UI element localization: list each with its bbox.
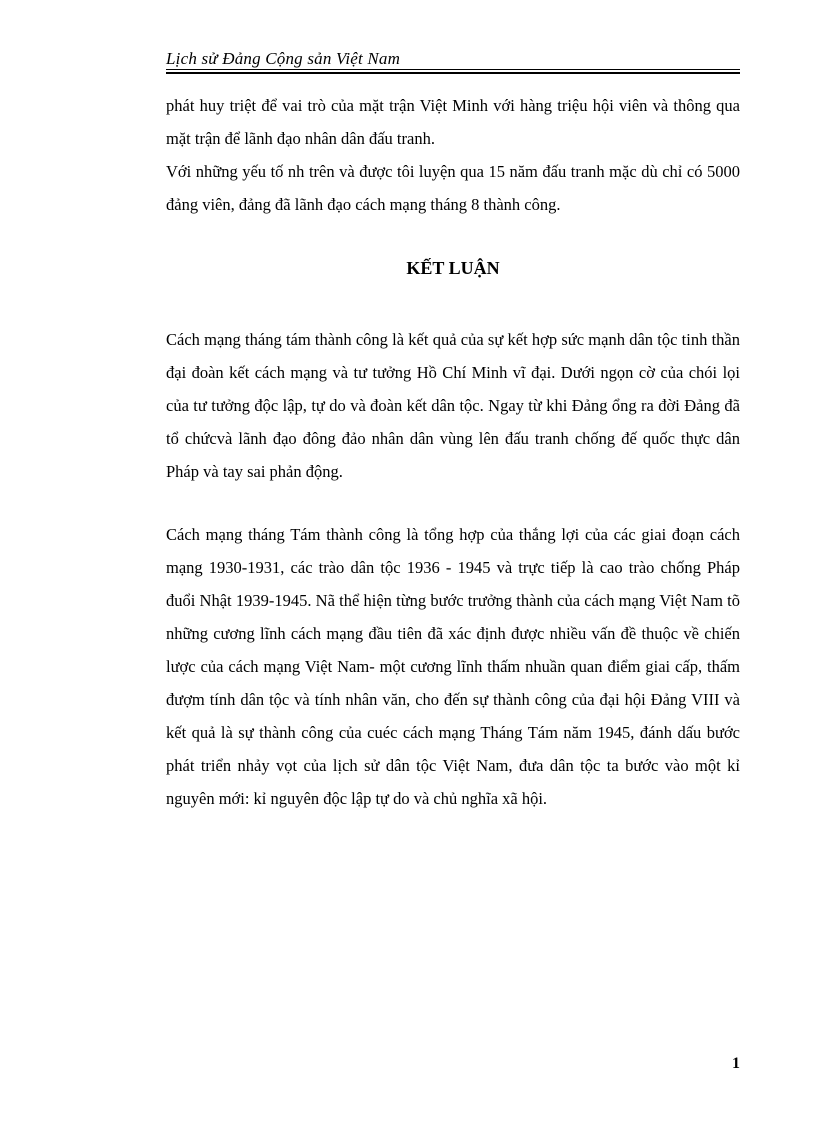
section-heading-conclusion: KẾT LUẬN [406, 258, 500, 278]
page-number: 1 [732, 1055, 740, 1072]
paragraph-continuation: phát huy triệt để vai trò của mặt trận Việt Minh với hàng triệu hội viên và thông qua mặt trận để lãnh đạo nhân dân đấu tranh. [166, 96, 740, 148]
running-header-title: Lịch sử Đảng Cộng sản Việt Nam [166, 49, 401, 68]
header-rule-thin [166, 69, 740, 70]
paragraph-conclusion-2: Cách mạng tháng Tám thành công là tổng hợp của thắng lợi của các giai đoạn cách mạng 1930-1931, các trào dân tộc 1936 - 1945 và trực tiếp là cao trào chống Pháp đuổi Nhật 1939-1945. Nã thể hiện từng bước trưởng thành của cách mạng Việt Nam tõ những cương lĩnh cách mạng đầu tiên đã xác định được nhiều vấn đề thuộc về chiến lược của cách mạng Việt Nam- một cương lĩnh thấm nhuần quan điểm giai cấp, thấm đượm tính dân tộc và tính nhân văn, cho đến sự thành công của đại hội Đảng VIII và kết quả là sự thành công của cuéc cách mạng Tháng Tám năm 1945, đánh dấu bước phát triển nhảy vọt của lịch sử dân tộc Việt Nam, đưa dân tộc ta bước vào một kỉ nguyên mới: kỉ nguyên độc lập tự do và chủ nghĩa xã hội. [166, 525, 740, 808]
header-rule-thick [166, 72, 740, 74]
paragraph-conclusion-1: Cách mạng tháng tám thành công là kết quả của sự kết hợp sức mạnh dân tộc tinh thần đại đoàn kết cách mạng và tư tưởng Hồ Chí Minh vĩ đại. Dưới ngọn cờ của chói lọi của tư tưởng độc lập, tự do và đoàn kết dân tộc. Ngay từ khi Đảng ổng ra đời Đảng đã tổ chứcvà lãnh đạo đông đảo nhân dân vùng lên đấu tranh chống đế quốc thực dân Pháp và tay sai phản động. [166, 330, 740, 481]
paragraph-summary: Với những yếu tố nh trên và được tôi luyện qua 15 năm đấu tranh mặc dù chỉ có 5000 đảng viên, đảng đã lãnh đạo cách mạng tháng 8 thành công. [166, 162, 740, 214]
